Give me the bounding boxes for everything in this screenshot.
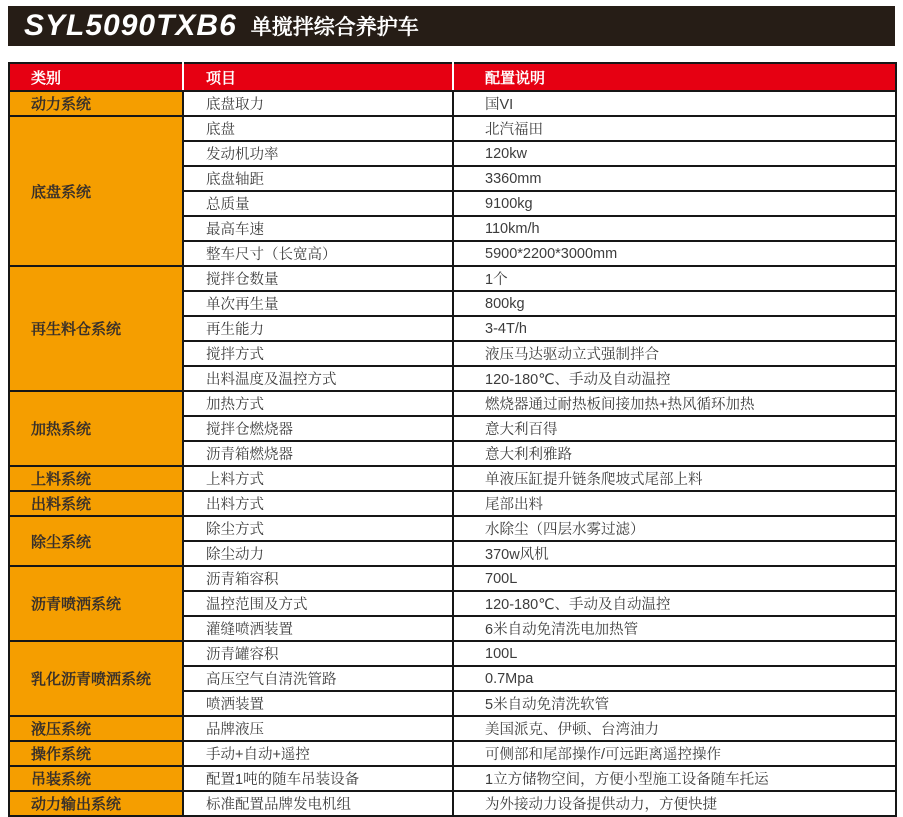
category-cell: 动力系统 bbox=[9, 91, 183, 116]
header-row bbox=[9, 63, 896, 91]
table-row bbox=[9, 766, 896, 791]
spec-table-header bbox=[9, 63, 896, 91]
item-cell: 底盘轴距 bbox=[183, 166, 453, 191]
spec-value-cell: 100L bbox=[453, 641, 896, 666]
spec-value-cell: 为外接动力设备提供动力，方便快捷 bbox=[453, 791, 896, 816]
spec-value-cell: 北汽福田 bbox=[453, 116, 896, 141]
item-cell: 高压空气自清洗管路 bbox=[183, 666, 453, 691]
category-cell: 吊装系统 bbox=[9, 766, 183, 791]
spec-table-body bbox=[9, 91, 896, 816]
spec-value-cell: 液压马达驱动立式强制拌合 bbox=[453, 341, 896, 366]
category-cell: 乳化沥青喷洒系统 bbox=[9, 641, 183, 716]
model-title: SYL5090TXB6 bbox=[24, 9, 237, 42]
item-cell: 手动+自动+遥控 bbox=[183, 741, 453, 766]
table-row bbox=[9, 91, 896, 116]
spec-value-cell: 单液压缸提升链条爬坡式尾部上料 bbox=[453, 466, 896, 491]
column-header-category: 类别 bbox=[9, 63, 183, 91]
spec-value-cell: 国VI bbox=[453, 91, 896, 116]
item-cell: 沥青罐容积 bbox=[183, 641, 453, 666]
category-cell: 操作系统 bbox=[9, 741, 183, 766]
column-header-spec: 配置说明 bbox=[453, 63, 896, 91]
spec-value-cell: 1立方储物空间，方便小型施工设备随车托运 bbox=[453, 766, 896, 791]
item-cell: 沥青箱容积 bbox=[183, 566, 453, 591]
table-row bbox=[9, 791, 896, 816]
item-cell: 品牌液压 bbox=[183, 716, 453, 741]
item-cell: 搅拌方式 bbox=[183, 341, 453, 366]
spec-value-cell: 9100kg bbox=[453, 191, 896, 216]
category-cell: 加热系统 bbox=[9, 391, 183, 466]
category-cell: 除尘系统 bbox=[9, 516, 183, 566]
spec-value-cell: 800kg bbox=[453, 291, 896, 316]
item-cell: 喷洒装置 bbox=[183, 691, 453, 716]
spec-value-cell: 可侧部和尾部操作/可远距离遥控操作 bbox=[453, 741, 896, 766]
spec-value-cell: 0.7Mpa bbox=[453, 666, 896, 691]
spec-value-cell: 水除尘（四层水雾过滤） bbox=[453, 516, 896, 541]
spec-value-cell: 美国派克、伊顿、台湾油力 bbox=[453, 716, 896, 741]
table-row bbox=[9, 391, 896, 416]
item-cell: 沥青箱燃烧器 bbox=[183, 441, 453, 466]
spec-value-cell: 1个 bbox=[453, 266, 896, 291]
item-cell: 单次再生量 bbox=[183, 291, 453, 316]
item-cell: 底盘取力 bbox=[183, 91, 453, 116]
column-header-item: 项目 bbox=[183, 63, 453, 91]
table-row bbox=[9, 491, 896, 516]
category-cell: 液压系统 bbox=[9, 716, 183, 741]
category-cell: 上料系统 bbox=[9, 466, 183, 491]
spec-table bbox=[8, 62, 897, 817]
spec-value-cell: 5米自动免清洗软管 bbox=[453, 691, 896, 716]
category-cell: 出料系统 bbox=[9, 491, 183, 516]
item-cell: 除尘方式 bbox=[183, 516, 453, 541]
item-cell: 再生能力 bbox=[183, 316, 453, 341]
spec-value-cell: 6米自动免清洗电加热管 bbox=[453, 616, 896, 641]
spec-value-cell: 110km/h bbox=[453, 216, 896, 241]
item-cell: 搅拌仓数量 bbox=[183, 266, 453, 291]
item-cell: 总质量 bbox=[183, 191, 453, 216]
spec-value-cell: 120-180℃、手动及自动温控 bbox=[453, 591, 896, 616]
spec-value-cell: 燃烧器通过耐热板间接加热+热风循环加热 bbox=[453, 391, 896, 416]
item-cell: 温控范围及方式 bbox=[183, 591, 453, 616]
spec-value-cell: 700L bbox=[453, 566, 896, 591]
table-row bbox=[9, 466, 896, 491]
item-cell: 出料温度及温控方式 bbox=[183, 366, 453, 391]
item-cell: 整车尺寸（长宽高） bbox=[183, 241, 453, 266]
spec-value-cell: 3-4T/h bbox=[453, 316, 896, 341]
spec-value-cell: 120kw bbox=[453, 141, 896, 166]
item-cell: 发动机功率 bbox=[183, 141, 453, 166]
spec-value-cell: 5900*2200*3000mm bbox=[453, 241, 896, 266]
item-cell: 标准配置品牌发电机组 bbox=[183, 791, 453, 816]
item-cell: 除尘动力 bbox=[183, 541, 453, 566]
item-cell: 搅拌仓燃烧器 bbox=[183, 416, 453, 441]
spec-value-cell: 意大利利雅路 bbox=[453, 441, 896, 466]
spec-value-cell: 3360mm bbox=[453, 166, 896, 191]
spec-value-cell: 尾部出料 bbox=[453, 491, 896, 516]
category-cell: 沥青喷洒系统 bbox=[9, 566, 183, 641]
category-cell: 再生料仓系统 bbox=[9, 266, 183, 391]
title-bar bbox=[8, 6, 895, 46]
item-cell: 出料方式 bbox=[183, 491, 453, 516]
category-cell: 底盘系统 bbox=[9, 116, 183, 266]
table-row bbox=[9, 741, 896, 766]
item-cell: 加热方式 bbox=[183, 391, 453, 416]
spec-value-cell: 120-180℃、手动及自动温控 bbox=[453, 366, 896, 391]
item-cell: 最高车速 bbox=[183, 216, 453, 241]
table-row bbox=[9, 516, 896, 541]
table-row bbox=[9, 116, 896, 141]
item-cell: 上料方式 bbox=[183, 466, 453, 491]
spec-value-cell: 意大利百得 bbox=[453, 416, 896, 441]
category-cell: 动力输出系统 bbox=[9, 791, 183, 816]
model-subtitle: 单搅拌综合养护车 bbox=[250, 15, 419, 39]
table-row bbox=[9, 716, 896, 741]
item-cell: 配置1吨的随车吊装设备 bbox=[183, 766, 453, 791]
spec-value-cell: 370w风机 bbox=[453, 541, 896, 566]
item-cell: 灌缝喷洒装置 bbox=[183, 616, 453, 641]
table-row bbox=[9, 641, 896, 666]
table-row bbox=[9, 266, 896, 291]
table-row bbox=[9, 566, 896, 591]
item-cell: 底盘 bbox=[183, 116, 453, 141]
